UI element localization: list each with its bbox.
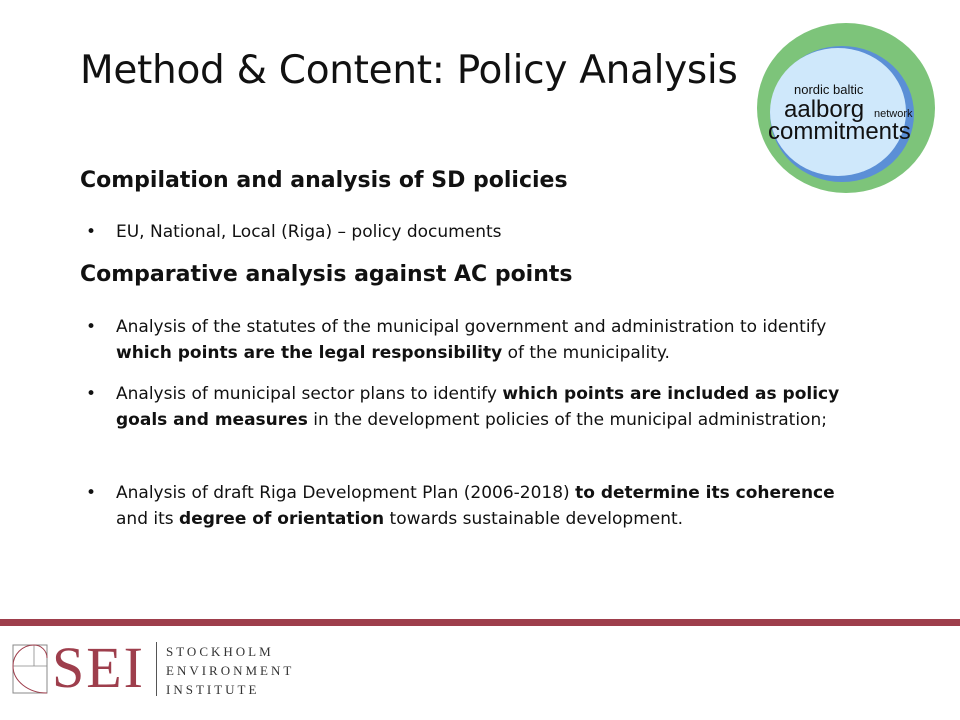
text-run: Analysis of draft Riga Development Plan (2006-2018)	[116, 483, 576, 503]
section-heading-compilation: Compilation and analysis of SD policies	[80, 168, 568, 193]
text-run-bold: to determine its coherence	[575, 483, 835, 503]
bullet-text: EU, National, Local (Riga) – policy documents	[116, 222, 502, 242]
bullet-text	[116, 480, 840, 532]
sei-brand-letters: SEI	[52, 635, 145, 700]
footer-divider-bar	[0, 619, 960, 626]
text-run: of the municipality.	[502, 343, 670, 363]
text-run: Analysis of the statutes of the municipal government and administration to identify	[116, 317, 827, 337]
bullet-development-plan-analysis	[80, 480, 840, 532]
logo-line2: aalborg	[784, 96, 865, 123]
bullet-dot: •	[86, 222, 97, 242]
bullet-dot: •	[86, 317, 97, 337]
golden-ratio-mark-icon	[12, 644, 48, 694]
slide-title: Method & Content: Policy Analysis	[80, 48, 738, 93]
nordic-baltic-aalborg-logo	[756, 22, 936, 194]
bullet-text	[116, 314, 840, 366]
bullet-policy-documents	[80, 219, 840, 245]
text-run-bold: which points are included as policy goals and measures	[116, 384, 840, 430]
text-run: and its	[116, 509, 180, 529]
bullet-text	[116, 381, 840, 433]
text-run: Analysis of municipal sector plans to identify	[116, 384, 503, 404]
logo-line3: commitments	[768, 118, 911, 145]
text-run: in the development policies of the municipal administration;	[307, 410, 827, 430]
section-heading-comparative: Comparative analysis against AC points	[80, 262, 573, 287]
logo-line2-suffix: network	[874, 108, 913, 120]
sei-name-line2: ENVIRONMENT	[166, 663, 295, 678]
bullet-dot: •	[86, 483, 97, 503]
bullet-dot: •	[86, 384, 97, 404]
sei-name-line1: STOCKHOLM	[166, 644, 274, 659]
text-run: towards sustainable development.	[384, 509, 684, 529]
sei-name-line3: INSTITUTE	[166, 682, 260, 697]
bullet-sector-plans-analysis	[80, 381, 840, 433]
sei-divider	[156, 642, 157, 696]
logo-line1: nordic baltic	[794, 82, 864, 97]
text-run-bold: which points are the legal responsibility	[116, 343, 503, 363]
sei-logo	[12, 636, 312, 700]
bullet-statutes-analysis	[80, 314, 840, 366]
text-run-bold: degree of orientation	[179, 509, 385, 529]
